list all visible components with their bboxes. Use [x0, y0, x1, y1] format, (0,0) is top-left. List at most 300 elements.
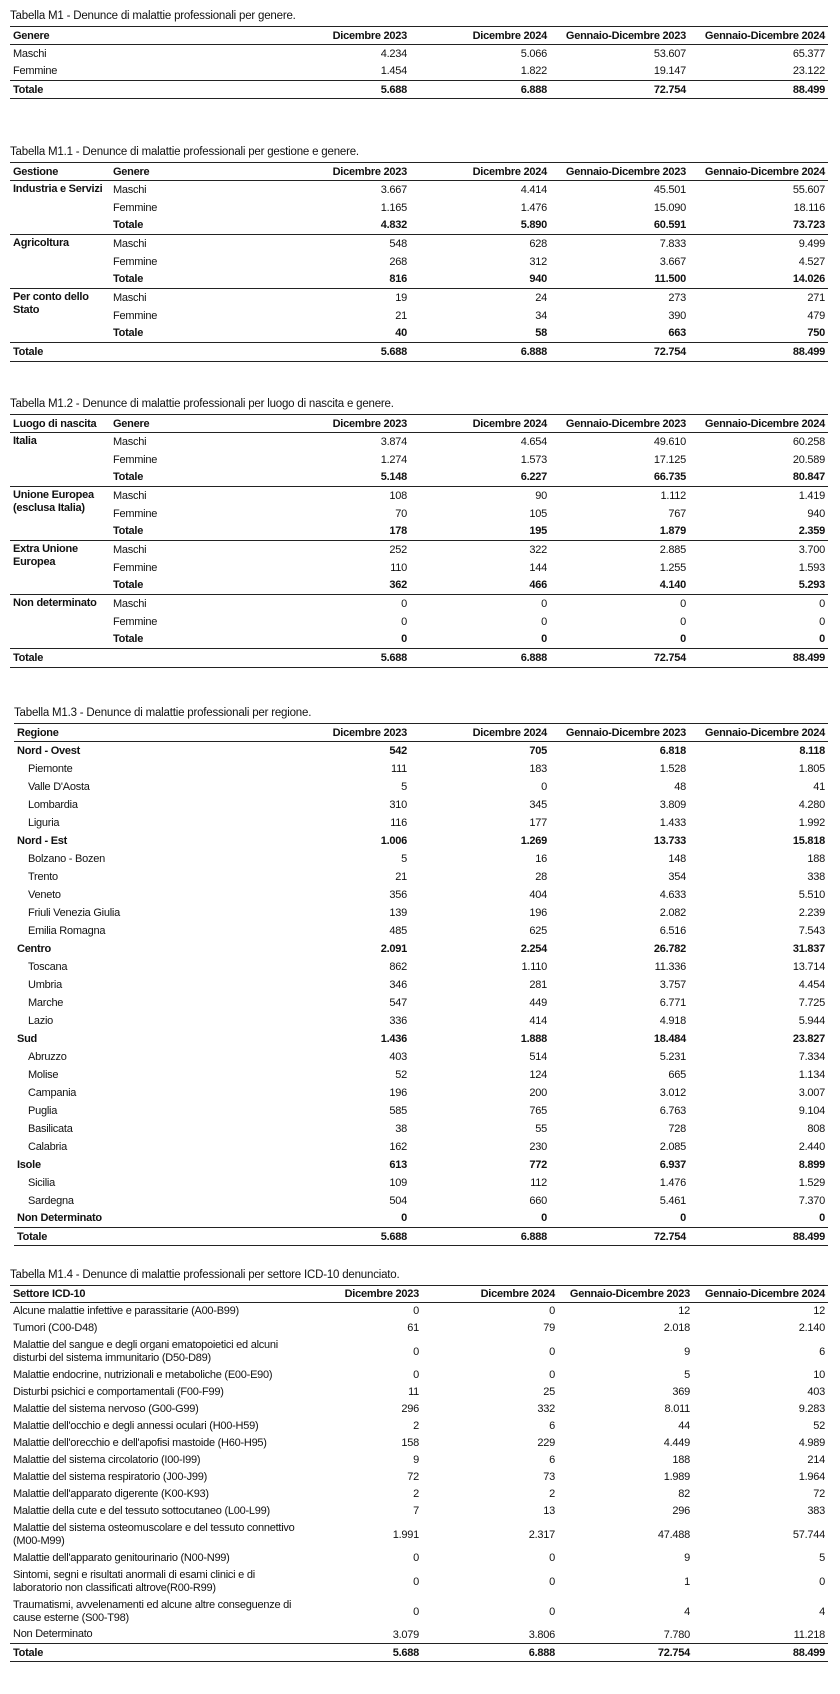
row-label: Maschi — [113, 543, 147, 556]
cell: 73.723 — [792, 219, 825, 232]
cell: 7.725 — [798, 996, 825, 1009]
cell: 485 — [389, 924, 407, 937]
row-label: Malattie del sistema respiratorio (J00-J99) — [13, 1470, 208, 1483]
table-row — [10, 289, 828, 307]
row-label: Totale — [113, 219, 144, 232]
row-label: Lombardia — [28, 798, 78, 811]
cell: 5 — [819, 1552, 825, 1564]
cell: 346 — [389, 978, 407, 991]
cell: 466 — [529, 579, 547, 592]
cell: 2.317 — [528, 1528, 555, 1541]
col-header: Dicembre 2023 — [332, 417, 407, 430]
row-label: Molise — [28, 1068, 59, 1081]
cell: 0 — [401, 615, 407, 628]
cell: 5.688 — [380, 652, 407, 664]
cell: 230 — [529, 1140, 547, 1153]
cell: 1.419 — [798, 489, 825, 502]
col-header: Settore ICD-10 — [13, 1288, 86, 1300]
table-row — [10, 1520, 828, 1550]
table-row — [10, 559, 828, 577]
table-row — [14, 1174, 828, 1192]
cell: 1.255 — [659, 561, 686, 574]
row-label: Totale — [13, 346, 44, 358]
cell: 0 — [680, 597, 686, 610]
cell: 41 — [813, 780, 825, 793]
subtotal-row — [10, 577, 828, 595]
row-label: Totale — [17, 1230, 48, 1243]
cell: 18.116 — [793, 201, 825, 214]
cell: 7.543 — [798, 924, 825, 937]
cell: 13 — [543, 1505, 555, 1517]
cell: 1.274 — [380, 453, 407, 466]
table-row — [14, 868, 828, 886]
table-m1-caption: Tabella M1 - Denunce di malattie professionali per genere. — [10, 10, 296, 22]
row-label: Femmine — [113, 309, 158, 322]
cell: 14.026 — [792, 273, 825, 286]
cell: 60.591 — [653, 219, 686, 232]
cell: 3.809 — [659, 798, 686, 811]
row-label: Totale — [113, 327, 144, 340]
cell: 72 — [813, 1488, 825, 1500]
table-row — [14, 922, 828, 940]
group-label: Industria e Servizi — [13, 183, 103, 195]
cell: 16 — [535, 852, 547, 865]
cell: 108 — [389, 489, 407, 502]
table-header-row — [14, 724, 828, 742]
table-row — [10, 63, 828, 81]
row-label: Disturbi psichici e comportamentali (F00-F99) — [13, 1385, 224, 1398]
cell: 3.012 — [659, 1086, 686, 1099]
cell: 8.011 — [664, 1403, 690, 1415]
cell: 271 — [807, 291, 825, 304]
cell: 112 — [530, 1176, 547, 1189]
row-label: Tumori (C00-D48) — [13, 1321, 98, 1334]
table-row — [10, 1503, 828, 1520]
cell: 862 — [389, 960, 407, 973]
table-m1-1-caption: Tabella M1.1 - Denunce di malattie professionali per gestione e genere. — [10, 146, 359, 158]
cell: 124 — [529, 1068, 547, 1081]
cell: 19.147 — [653, 65, 686, 78]
cell: 2 — [413, 1488, 419, 1500]
cell: 613 — [389, 1158, 407, 1171]
cell: 61 — [407, 1322, 419, 1334]
cell: 48 — [674, 780, 686, 793]
cell: 403 — [807, 1386, 825, 1398]
col-header: Gennaio-Dicembre 2024 — [704, 165, 825, 178]
row-label: Friuli Venezia Giulia — [28, 906, 120, 919]
cell: 0 — [413, 1369, 419, 1381]
table-row — [14, 1210, 828, 1228]
cell: 72 — [407, 1471, 419, 1483]
cell: 0 — [541, 780, 547, 793]
cell: 0 — [541, 597, 547, 610]
cell: 8.899 — [798, 1158, 825, 1171]
total-row — [10, 81, 828, 99]
col-header: Gennaio-Dicembre 2023 — [565, 165, 686, 178]
cell: 12 — [813, 1305, 825, 1318]
col-header: Dicembre 2024 — [472, 417, 547, 430]
row-label: Lazio — [28, 1014, 54, 1027]
subtotal-row — [10, 469, 828, 487]
cell: 6.888 — [520, 83, 547, 96]
table-row — [10, 307, 828, 325]
cell: 53.607 — [653, 47, 686, 60]
table-row — [14, 1138, 828, 1156]
row-label: Totale — [113, 273, 144, 286]
cell: 0 — [819, 633, 825, 646]
cell: 26.782 — [653, 942, 686, 955]
cell: 200 — [529, 1086, 547, 1099]
row-label: Emilia Romagna — [28, 924, 106, 937]
cell: 414 — [529, 1014, 547, 1027]
cell: 0 — [819, 597, 825, 610]
table-row — [10, 1469, 828, 1486]
row-label: Basilicata — [28, 1122, 73, 1135]
cell: 3.806 — [528, 1628, 555, 1641]
cell: 6.516 — [659, 924, 686, 937]
table-row — [14, 1156, 828, 1174]
group-label: Italia — [13, 435, 37, 447]
cell: 1.822 — [520, 65, 547, 78]
cell: 1.991 — [392, 1528, 419, 1541]
cell: 88.499 — [792, 652, 825, 664]
cell: 547 — [389, 996, 407, 1009]
row-label: Marche — [28, 996, 64, 1009]
cell: 79 — [543, 1322, 555, 1334]
row-label: Maschi — [113, 237, 147, 250]
row-label: Campania — [28, 1086, 77, 1099]
cell: 628 — [529, 237, 547, 250]
table-m1-3-grid — [14, 723, 828, 1246]
cell: 5 — [684, 1369, 690, 1381]
cell: 21 — [395, 870, 407, 883]
cell: 1.006 — [380, 834, 407, 847]
cell: 11.218 — [793, 1628, 825, 1641]
row-label: Sintomi, segni e risultati anormali di esami clinici e di laboratorio non classificati altrove(R00-R99) — [13, 1568, 255, 1594]
cell: 4.414 — [520, 183, 547, 196]
cell: 60.258 — [792, 435, 825, 448]
cell: 66.735 — [653, 471, 686, 484]
table-m1-4-grid — [10, 1285, 828, 1662]
row-label: Sud — [17, 1032, 38, 1045]
cell: 2.085 — [659, 1140, 686, 1153]
cell: 5.688 — [380, 1230, 407, 1243]
cell: 7.334 — [798, 1050, 825, 1063]
cell: 162 — [389, 1140, 407, 1153]
cell: 2.885 — [659, 543, 686, 556]
table-m1-3-caption: Tabella M1.3 - Denunce di malattie professionali per regione. — [14, 707, 312, 719]
cell: 1 — [684, 1575, 690, 1588]
table-row — [10, 199, 828, 217]
row-label: Malattie endocrine, nutrizionali e metaboliche (E00-E90) — [13, 1368, 273, 1381]
col-header: Dicembre 2023 — [332, 29, 407, 42]
cell: 765 — [529, 1104, 547, 1117]
cell: 58 — [535, 327, 547, 340]
row-label: Toscana — [28, 960, 68, 973]
subtotal-row — [10, 217, 828, 235]
table-row — [14, 742, 828, 760]
cell: 6 — [819, 1345, 825, 1358]
cell: 3.079 — [392, 1628, 419, 1641]
cell: 4.527 — [798, 255, 825, 268]
row-label: Piemonte — [28, 762, 73, 775]
cell: 0 — [413, 1605, 419, 1618]
table-row — [14, 850, 828, 868]
cell: 11.336 — [654, 960, 686, 973]
cell: 9.283 — [798, 1403, 825, 1415]
cell: 2.254 — [520, 942, 547, 955]
cell: 5.688 — [392, 1646, 419, 1659]
table-m1-1 — [10, 146, 828, 362]
row-label: Alcune malattie infettive e parassitarie (A00-B99) — [13, 1304, 239, 1317]
group-label: Unione Europea (esclusa Italia) — [13, 489, 94, 514]
cell: 0 — [413, 1345, 419, 1358]
cell: 196 — [389, 1086, 407, 1099]
cell: 5.066 — [520, 47, 547, 60]
cell: 252 — [389, 543, 407, 556]
cell: 5.688 — [380, 83, 407, 96]
cell: 1.110 — [521, 960, 547, 973]
cell: 73 — [543, 1471, 555, 1483]
table-row — [10, 1486, 828, 1503]
col-header: Regione — [17, 726, 59, 739]
cell: 2.018 — [663, 1322, 690, 1334]
row-label: Umbria — [28, 978, 62, 991]
total-row — [10, 649, 828, 668]
table-m1-2-caption: Tabella M1.2 - Denunce di malattie professionali per luogo di nascita e genere. — [10, 398, 394, 410]
cell: 0 — [413, 1575, 419, 1588]
row-label: Femmine — [113, 201, 158, 214]
row-label: Femmine — [113, 255, 158, 268]
cell: 0 — [549, 1345, 555, 1358]
cell: 13.714 — [792, 960, 825, 973]
col-header: Gestione — [13, 165, 59, 178]
cell: 1.112 — [660, 489, 686, 502]
cell: 9 — [684, 1345, 690, 1358]
cell: 0 — [549, 1605, 555, 1618]
group-label: Extra Unione Europea — [13, 543, 78, 568]
cell: 5.293 — [798, 579, 825, 592]
cell: 0 — [413, 1305, 419, 1318]
cell: 362 — [389, 579, 407, 592]
table-m1-4 — [10, 1269, 828, 1662]
cell: 109 — [389, 1176, 407, 1189]
cell: 356 — [389, 888, 407, 901]
row-label: Non Determinato — [17, 1212, 102, 1225]
cell: 177 — [529, 816, 547, 829]
cell: 390 — [668, 309, 686, 322]
cell: 13.733 — [653, 834, 686, 847]
table-row — [10, 253, 828, 271]
cell: 17.125 — [653, 453, 686, 466]
row-label: Malattie dell'orecchio e dell'apofisi mastoide (H60-H95) — [13, 1436, 267, 1449]
cell: 0 — [549, 1575, 555, 1588]
cell: 5.461 — [659, 1194, 686, 1207]
table-row — [10, 505, 828, 523]
cell: 2.440 — [798, 1140, 825, 1153]
table-row — [14, 778, 828, 796]
row-label: Non Determinato — [13, 1628, 93, 1641]
cell: 5.688 — [380, 346, 407, 358]
col-header: Dicembre 2023 — [344, 1288, 419, 1300]
table-row — [14, 1084, 828, 1102]
table-row — [14, 976, 828, 994]
row-label: Totale — [113, 525, 144, 538]
cell: 940 — [807, 507, 825, 520]
cell: 15.818 — [792, 834, 825, 847]
cell: 88.499 — [792, 1230, 825, 1243]
cell: 55 — [535, 1122, 547, 1135]
cell: 116 — [390, 816, 407, 829]
cell: 4 — [819, 1605, 825, 1618]
cell: 0 — [680, 1212, 686, 1225]
row-label: Maschi — [113, 489, 147, 502]
cell: 663 — [668, 327, 686, 340]
group-label: Agricoltura — [13, 237, 69, 249]
cell: 0 — [413, 1552, 419, 1564]
cell: 3.667 — [380, 183, 407, 196]
cell: 4.234 — [380, 47, 407, 60]
cell: 383 — [807, 1505, 825, 1517]
cell: 4.449 — [663, 1437, 690, 1449]
cell: 3.667 — [659, 255, 686, 268]
cell: 7.780 — [663, 1628, 690, 1641]
cell: 1.454 — [380, 65, 407, 78]
cell: 0 — [549, 1369, 555, 1381]
cell: 23.827 — [792, 1032, 825, 1045]
row-label: Malattie del sistema nervoso (G00-G99) — [13, 1402, 199, 1415]
cell: 7 — [413, 1505, 419, 1517]
cell: 88.499 — [792, 1646, 825, 1659]
cell: 1.528 — [659, 762, 686, 775]
cell: 9.104 — [798, 1104, 825, 1117]
cell: 0 — [541, 1212, 547, 1225]
cell: 6.763 — [659, 1104, 686, 1117]
cell: 1.593 — [798, 561, 825, 574]
group-label: Non determinato — [13, 597, 97, 609]
table-row — [10, 1567, 828, 1597]
cell: 10 — [813, 1369, 825, 1381]
row-label: Traumatismi, avvelenamenti ed alcune altre conseguenze di cause esterne (S00-T98) — [13, 1598, 292, 1624]
row-label: Sicilia — [28, 1176, 55, 1189]
cell: 5 — [401, 780, 407, 793]
cell: 268 — [389, 255, 407, 268]
cell: 52 — [395, 1068, 407, 1081]
table-row — [10, 1418, 828, 1435]
cell: 72.754 — [653, 1230, 686, 1243]
cell: 11 — [408, 1386, 419, 1398]
cell: 322 — [529, 543, 547, 556]
row-label: Veneto — [28, 888, 61, 901]
cell: 21 — [395, 309, 407, 322]
cell: 196 — [529, 906, 547, 919]
cell: 2 — [413, 1420, 419, 1432]
cell: 105 — [529, 507, 547, 520]
cell: 80.847 — [792, 471, 825, 484]
cell: 158 — [401, 1437, 419, 1449]
cell: 1.989 — [663, 1471, 690, 1483]
cell: 4.832 — [380, 219, 407, 232]
cell: 449 — [529, 996, 547, 1009]
table-row — [14, 814, 828, 832]
cell: 6.771 — [659, 996, 686, 1009]
row-label: Femmine — [113, 615, 158, 628]
table-row — [10, 613, 828, 631]
cell: 45.501 — [653, 183, 686, 196]
table-row — [10, 181, 828, 199]
cell: 0 — [549, 1305, 555, 1318]
table-row — [10, 1401, 828, 1418]
cell: 6.888 — [520, 1230, 547, 1243]
cell: 0 — [549, 1552, 555, 1564]
cell: 4.989 — [798, 1437, 825, 1449]
table-row — [14, 1120, 828, 1138]
cell: 178 — [389, 525, 407, 538]
cell: 1.992 — [798, 816, 825, 829]
table-row — [14, 1030, 828, 1048]
cell: 70 — [395, 507, 407, 520]
table-row — [10, 1597, 828, 1627]
row-label: Centro — [17, 942, 51, 955]
row-label: Femmine — [13, 65, 58, 78]
cell: 4 — [684, 1605, 690, 1618]
row-label: Femmine — [113, 453, 158, 466]
cell: 514 — [529, 1050, 547, 1063]
row-label: Totale — [13, 83, 44, 96]
cell: 281 — [529, 978, 547, 991]
col-header: Gennaio-Dicembre 2023 — [565, 726, 686, 739]
table-row — [10, 1435, 828, 1452]
table-row — [10, 1337, 828, 1367]
col-header: Dicembre 2023 — [332, 726, 407, 739]
col-header: Gennaio-Dicembre 2024 — [704, 1288, 825, 1300]
row-label: Isole — [17, 1158, 41, 1171]
row-label: Malattie dell'apparato digerente (K00-K93) — [13, 1487, 209, 1500]
table-row — [10, 1384, 828, 1401]
cell: 665 — [668, 1068, 686, 1081]
subtotal-row — [10, 325, 828, 343]
table-row — [10, 1367, 828, 1384]
subtotal-row — [10, 631, 828, 649]
cell: 18.484 — [653, 1032, 686, 1045]
cell: 44 — [678, 1420, 690, 1432]
table-row — [14, 886, 828, 904]
table-m1-4-caption: Tabella M1.4 - Denunce di malattie professionali per settore ICD-10 denunciato. — [10, 1269, 400, 1281]
cell: 2.359 — [798, 525, 825, 538]
table-m1-3 — [14, 707, 828, 1246]
cell: 72.754 — [653, 346, 686, 358]
cell: 31.837 — [792, 942, 825, 955]
row-label: Totale — [113, 471, 144, 484]
cell: 369 — [672, 1386, 690, 1398]
col-header: Dicembre 2024 — [472, 726, 547, 739]
table-row — [14, 904, 828, 922]
table-row — [10, 541, 828, 559]
cell: 1.476 — [659, 1176, 686, 1189]
table-row — [14, 1048, 828, 1066]
row-label: Totale — [113, 633, 144, 646]
cell: 6.888 — [520, 346, 547, 358]
cell: 705 — [529, 744, 547, 757]
cell: 6.937 — [659, 1158, 686, 1171]
col-header: Genere — [113, 417, 150, 430]
col-header: Gennaio-Dicembre 2024 — [704, 726, 825, 739]
cell: 24 — [535, 291, 547, 304]
row-label: Totale — [13, 652, 44, 664]
table-m1-2 — [10, 398, 828, 668]
cell: 4.654 — [520, 435, 547, 448]
cell: 0 — [401, 597, 407, 610]
